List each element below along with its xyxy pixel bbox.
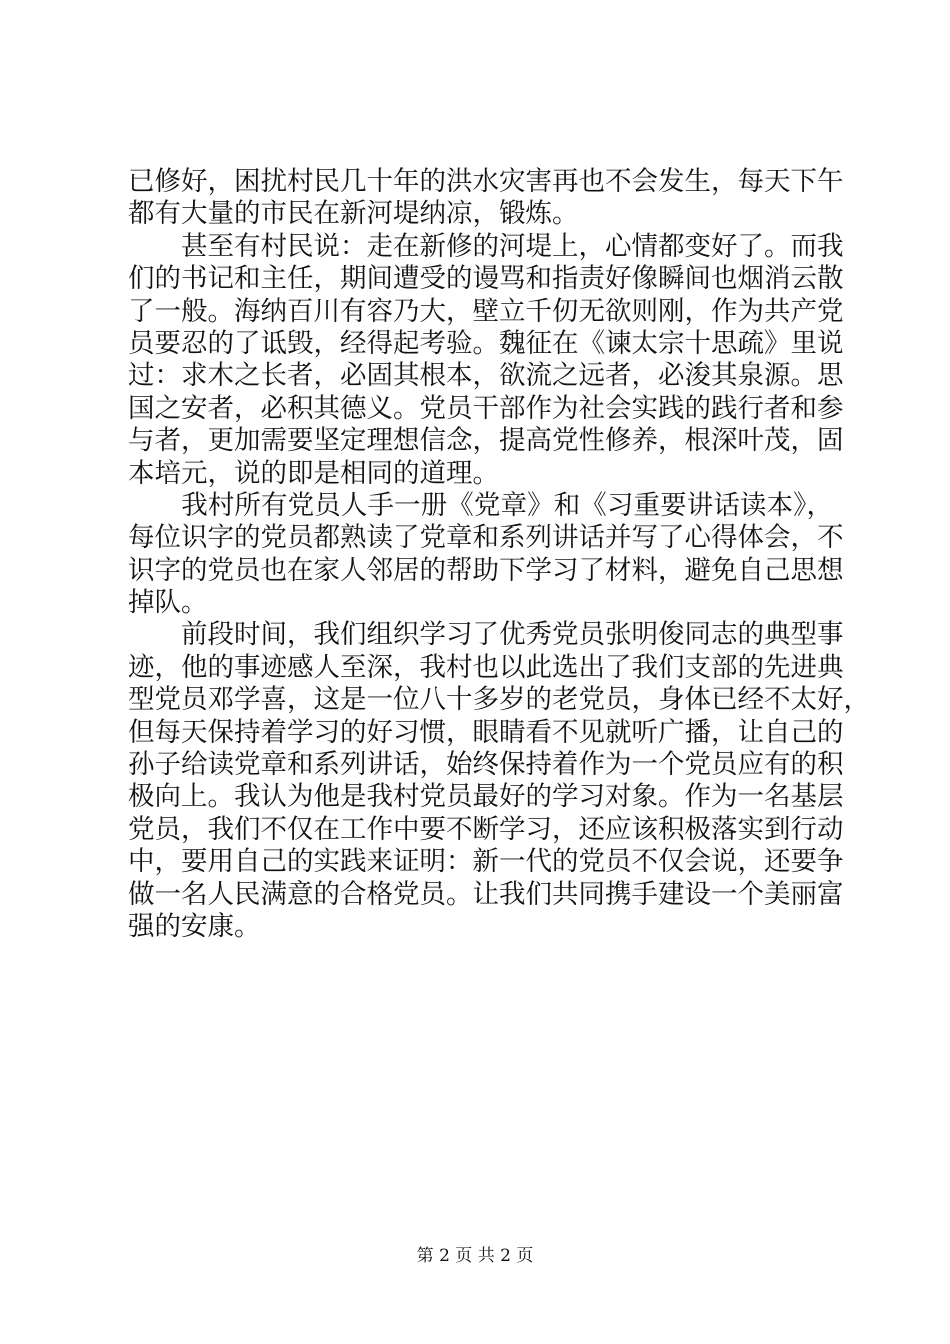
text-line: 前段时间，我们组织学习了优秀党员张明俊同志的典型事: [128, 619, 844, 651]
text-line: 我村所有党员人手一册《党章》和《习重要讲话读本》，: [128, 489, 833, 521]
text-line: 国之安者，必积其德义。党员干部作为社会实践的践行者和参: [128, 392, 844, 424]
text-line: 员要忍的了诋毁，经得起考验。魏征在《谏太宗十思疏》里说: [128, 327, 844, 359]
text-line: 了一般。海纳百川有容乃大，壁立千仞无欲则刚，作为共产党: [128, 295, 844, 327]
text-line: 迹，他的事迹感人至深，我村也以此选出了我们支部的先进典: [128, 651, 844, 683]
text-line: 型党员邓学喜，这是一位八十多岁的老党员，身体已经不太好，: [128, 684, 870, 716]
text-line: 孙子给读党章和系列讲话，始终保持着作为一个党员应有的积: [128, 749, 844, 781]
text-line: 过：求木之长者，必固其根本，欲流之远者，必浚其泉源。思: [128, 360, 844, 392]
text-line: 甚至有村民说：走在新修的河堤上，心情都变好了。而我: [128, 230, 844, 262]
text-line: 识字的党员也在家人邻居的帮助下学习了材料，避免自己思想: [128, 554, 844, 586]
document-body: [128, 166, 870, 943]
text-line: 但每天保持着学习的好习惯，眼睛看不见就听广播，让自己的: [128, 716, 844, 748]
text-line: 已修好，困扰村民几十年的洪水灾害再也不会发生，每天下午: [128, 166, 844, 197]
text-line: 做一名人民满意的合格党员。让我们共同携手建设一个美丽富: [128, 878, 844, 910]
text-line: 中，要用自己的实践来证明：新一代的党员不仅会说，还要争: [128, 846, 844, 878]
page-footer: 第 2 页 共 2 页: [416, 1246, 534, 1266]
text-line: 强的安康。: [128, 910, 261, 942]
text-line: 每位识字的党员都熟读了党章和系列讲话并写了心得体会，不: [128, 522, 844, 554]
text-line: 们的书记和主任，期间遭受的谩骂和指责好像瞬间也烟消云散: [128, 263, 844, 295]
text-line: 本培元，说的即是相同的道理。: [128, 457, 499, 489]
text-line: 掉队。: [128, 587, 208, 619]
text-line: 都有大量的市民在新河堤纳凉，锻炼。: [128, 198, 579, 230]
text-line: 与者，更加需要坚定理想信念，提高党性修养，根深叶茂，固: [128, 425, 844, 457]
text-line: 极向上。我认为他是我村党员最好的学习对象。作为一名基层: [128, 781, 844, 813]
text-line: 党员，我们不仅在工作中要不断学习，还应该积极落实到行动: [128, 813, 844, 845]
